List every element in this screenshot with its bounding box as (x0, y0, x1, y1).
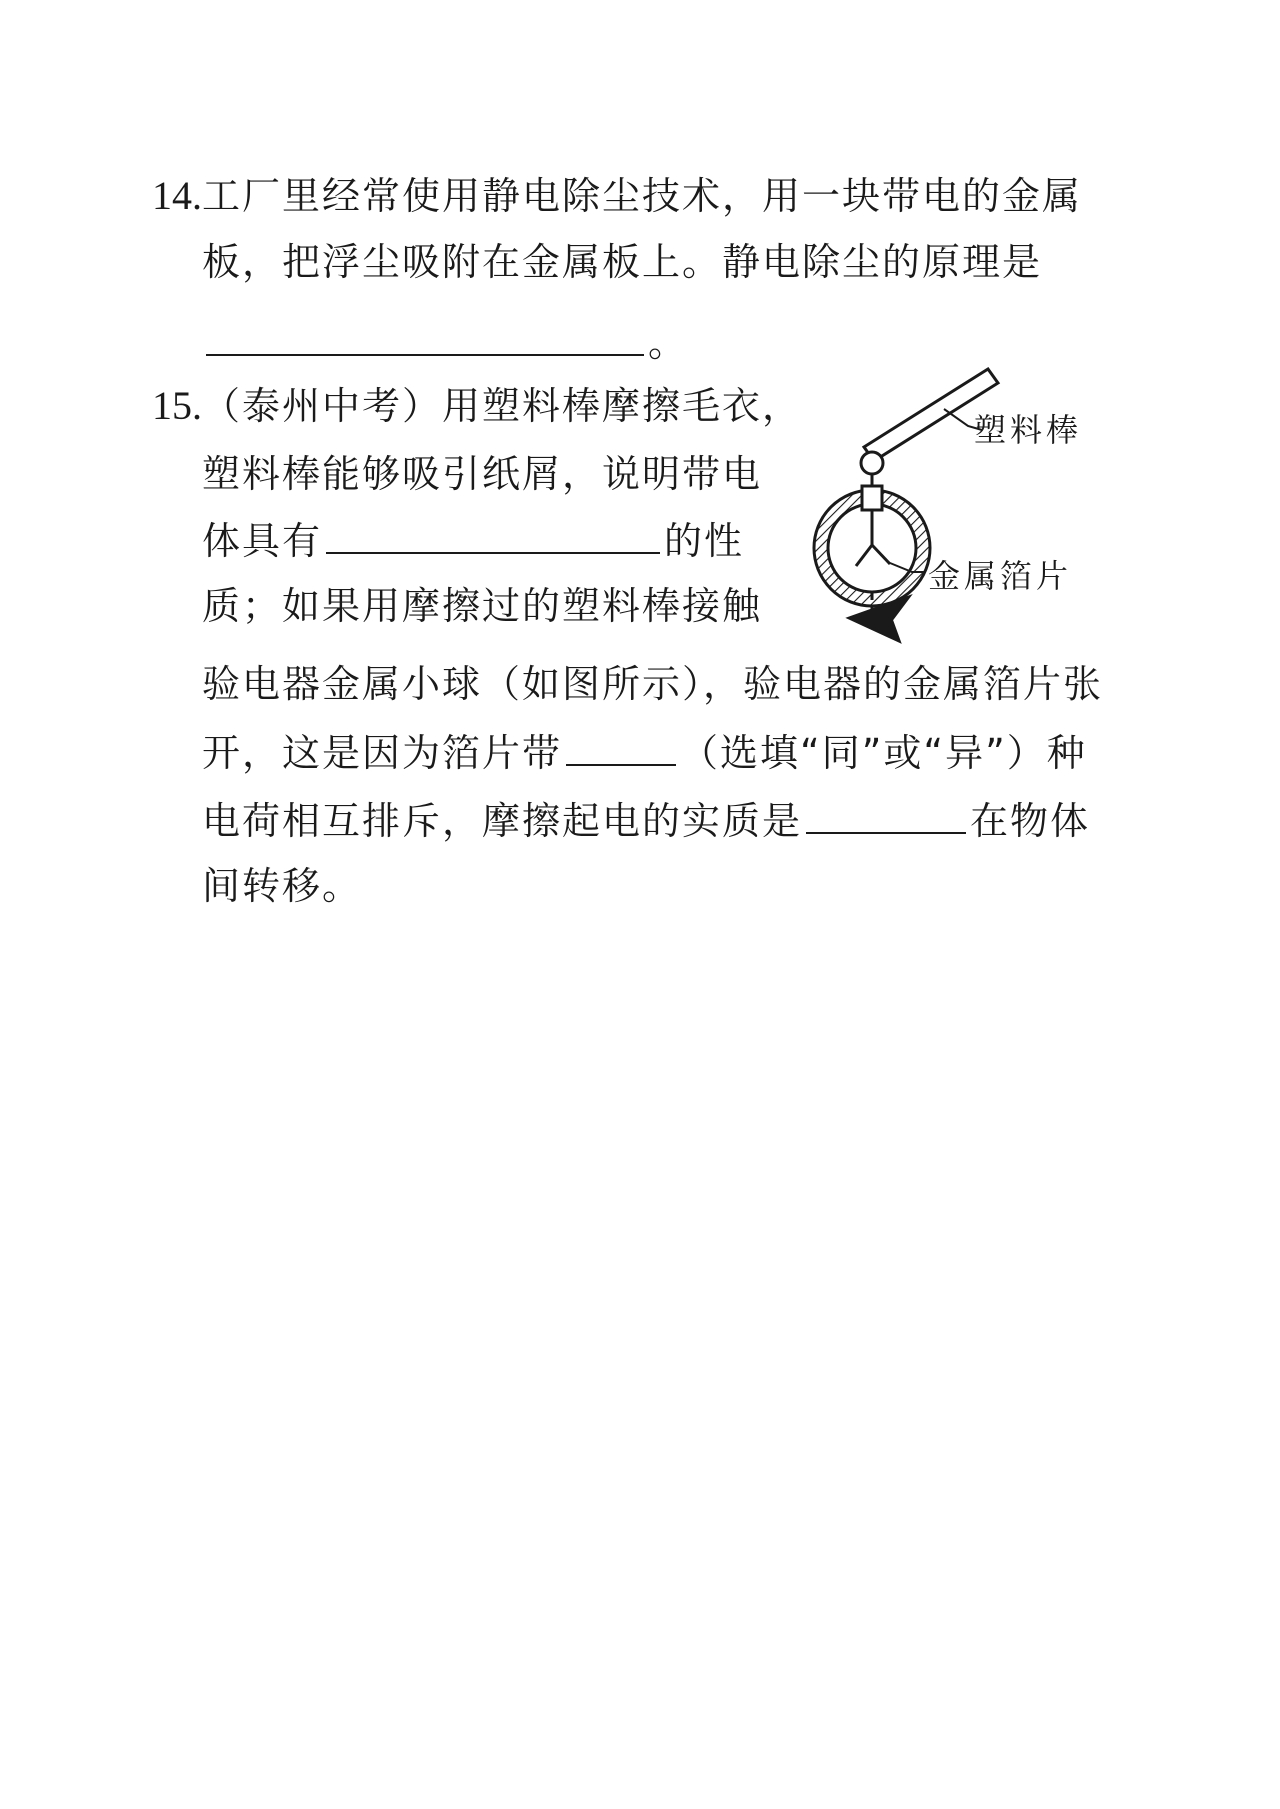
q15-text-5: 验电器金属小球（如图所示），验电器的金属箔片张 (202, 662, 1104, 706)
q15-text-8: 间转移。 (202, 864, 363, 908)
q14-number: 14. (152, 173, 202, 218)
label-plastic-rod: 塑料棒 (974, 411, 1083, 449)
q15-text-6a: 开，这是因为箔片带 (202, 731, 563, 775)
stopper (862, 486, 882, 510)
q15-number: 15. (152, 383, 202, 428)
q14-text-1: 工厂里经常使用静电除尘技术，用一块带电的金属 (202, 174, 1083, 218)
q15-text-3a: 体具有 (202, 519, 323, 563)
q15-text-2: 塑料棒能够吸引纸屑，说明带电 (202, 452, 763, 496)
q14-period: 。 (648, 321, 689, 365)
q14-text-2: 板，把浮尘吸附在金属板上。静电除尘的原理是 (202, 240, 1043, 284)
q15-text-7a: 电荷相互排斥，摩擦起电的实质是 (202, 799, 803, 843)
metal-ball (861, 452, 883, 474)
q15-text-6b: （选填“同”或“异”）种 (680, 731, 1087, 775)
q15-text-7b: 在物体 (970, 799, 1091, 843)
q15-text-1: （泰州中考）用塑料棒摩擦毛衣， (202, 384, 803, 428)
label-metal-foil: 金属箔片 (928, 557, 1073, 595)
q15-text-3b: 的性 (664, 519, 745, 563)
q15-text-4: 质；如果用摩擦过的塑料棒接触 (202, 584, 763, 628)
